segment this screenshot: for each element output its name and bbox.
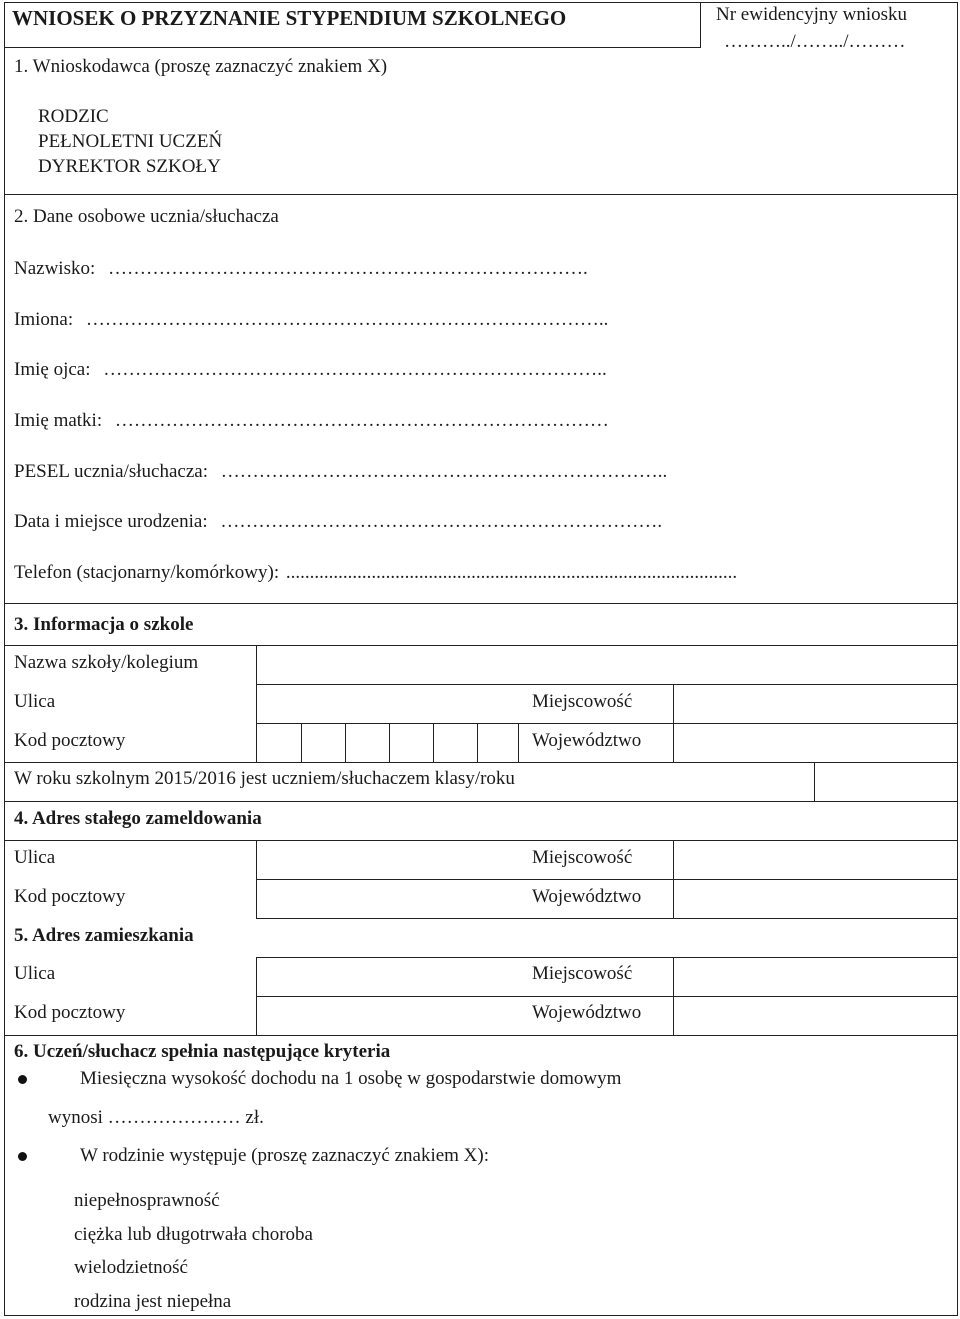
family-criterion-text: W rodzinie występuje (proszę zaznaczyć znakiem X): <box>80 1145 490 1166</box>
applicant-option-parent[interactable]: RODZIC <box>38 106 109 127</box>
class-year-column-divider <box>814 762 815 802</box>
registered-postal-label: Kod pocztowy <box>14 886 126 907</box>
row-divider <box>256 723 958 724</box>
field-birth-date-place-fill[interactable]: ……………………………………………………………. <box>220 511 663 532</box>
residence-street-label: Ulica <box>14 963 56 984</box>
school-postal-label: Kod pocztowy <box>14 730 126 751</box>
family-option-serious-illness[interactable]: ciężka lub długotrwała choroba <box>74 1224 313 1245</box>
row-divider <box>4 645 958 646</box>
school-voivodeship-column-divider <box>673 723 674 763</box>
field-father-name-fill[interactable]: …………………………………………………………………….. <box>103 359 607 380</box>
field-first-names-fill[interactable]: ……………………………………………………………………….. <box>85 309 609 330</box>
field-pesel[interactable] <box>14 461 667 483</box>
row-divider <box>256 879 958 880</box>
class-year-label: W roku szkolnym 2015/2016 jest uczniem/słuchaczem klasy/roku <box>14 768 515 789</box>
field-birth-date-place-label: Data i miejsce urodzenia: <box>14 511 208 532</box>
field-surname-label: Nazwisko: <box>14 258 96 279</box>
field-first-names[interactable] <box>14 309 608 331</box>
postal-digit-box-divider <box>345 723 346 763</box>
postal-digit-box-divider <box>389 723 390 763</box>
section-6-title: 6. Uczeń/słuchacz spełnia następujące kryteria <box>14 1041 391 1062</box>
field-phone[interactable] <box>14 562 737 584</box>
field-first-names-label: Imiona: <box>14 309 74 330</box>
postal-digit-box-divider <box>433 723 434 763</box>
row-divider <box>4 1035 958 1036</box>
section-3-top-divider <box>4 603 958 604</box>
field-father-name[interactable] <box>14 359 607 381</box>
school-name-label: Nazwa szkoły/kolegium <box>14 652 199 673</box>
frame-left <box>4 2 5 1316</box>
row-divider <box>4 840 958 841</box>
field-phone-fill[interactable]: ............................................................................................... <box>285 562 738 583</box>
bullet-icon <box>18 1075 27 1084</box>
frame-right <box>957 2 958 1316</box>
bullet-icon <box>18 1152 27 1161</box>
field-birth-date-place[interactable] <box>14 511 662 533</box>
field-mother-name-label: Imię matki: <box>14 410 103 431</box>
field-pesel-fill[interactable]: …………………………………………………………….. <box>220 461 668 482</box>
record-number-field[interactable]: ………../……../……… <box>724 31 906 52</box>
row-divider <box>4 801 958 802</box>
form-title: WNIOSEK O PRZYZNANIE STYPENDIUM SZKOLNEGO <box>12 6 567 30</box>
income-criterion-text: Miesięczna wysokość dochodu na 1 osobę w gospodarstwie domowym <box>80 1068 622 1089</box>
applicant-option-principal[interactable]: DYREKTOR SZKOŁY <box>38 156 221 177</box>
field-father-name-label: Imię ojca: <box>14 359 91 380</box>
family-option-large-family[interactable]: wielodzietność <box>74 1257 188 1278</box>
section-1-title: 1. Wnioskodawca (proszę zaznaczyć znakiem X) <box>14 56 388 77</box>
row-divider <box>256 918 958 919</box>
row-divider <box>256 684 958 685</box>
field-pesel-label: PESEL ucznia/słuchacza: <box>14 461 208 482</box>
school-city-label: Miejscowość <box>532 691 633 712</box>
row-divider <box>256 996 958 997</box>
frame-top <box>4 2 958 3</box>
record-number-label: Nr ewidencyjny wniosku <box>716 4 908 25</box>
section-5-title: 5. Adres zamieszkania <box>14 925 194 946</box>
field-surname-fill[interactable]: …………………………………………………………………. <box>108 258 588 279</box>
section-3-title: 3. Informacja o szkole <box>14 614 194 635</box>
title-underline <box>4 47 701 48</box>
registered-street-label: Ulica <box>14 847 56 868</box>
field-phone-label: Telefon (stacjonarny/komórkowy): <box>14 562 280 583</box>
section-4-title: 4. Adres stałego zameldowania <box>14 808 262 829</box>
registered-voivodeship-label: Województwo <box>532 886 642 907</box>
section-2-title: 2. Dane osobowe ucznia/słuchacza <box>14 206 279 227</box>
postal-digit-box-divider <box>518 723 519 763</box>
residence-voivodeship-label: Województwo <box>532 1002 642 1023</box>
family-option-single-parent[interactable]: rodzina jest niepełna <box>74 1291 232 1312</box>
postal-digit-box-divider <box>301 723 302 763</box>
residence-postal-label: Kod pocztowy <box>14 1002 126 1023</box>
field-mother-name-fill[interactable]: …………………………………………………………………… <box>114 410 609 431</box>
field-mother-name[interactable] <box>14 410 609 432</box>
row-divider <box>256 957 958 958</box>
income-amount-field[interactable]: wynosi ………………… zł. <box>48 1107 264 1128</box>
school-street-label: Ulica <box>14 691 56 712</box>
residence-city-label: Miejscowość <box>532 963 633 984</box>
section-2-top-divider <box>4 194 958 195</box>
field-surname[interactable] <box>14 258 588 280</box>
school-label-column-divider <box>256 645 257 763</box>
frame-bottom <box>4 1315 958 1316</box>
registered-city-label: Miejscowość <box>532 847 633 868</box>
school-voivodeship-label: Województwo <box>532 730 642 751</box>
school-city-column-divider <box>673 684 674 724</box>
family-option-disability[interactable]: niepełnosprawność <box>74 1190 220 1211</box>
title-divider <box>700 2 701 48</box>
postal-digit-box-divider <box>477 723 478 763</box>
applicant-option-adult-student[interactable]: PEŁNOLETNI UCZEŃ <box>38 131 223 152</box>
